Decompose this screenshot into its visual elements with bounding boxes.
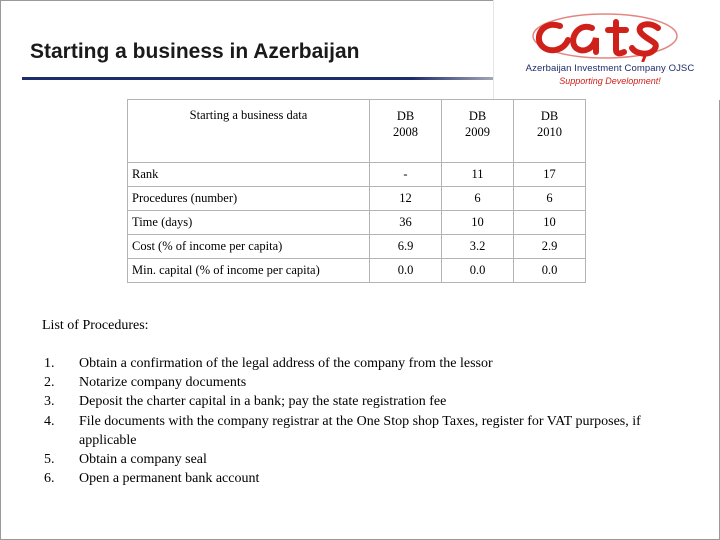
row-label: Cost (% of income per capita) [128, 235, 370, 259]
logo-divider [493, 0, 494, 100]
cell-value: 0.0 [514, 259, 586, 283]
table-row [128, 187, 586, 211]
list-item-text: Deposit the charter capital in a bank; pay the state registration fee [79, 394, 447, 410]
row-label: Time (days) [128, 211, 370, 235]
list-item [44, 450, 684, 469]
cell-value: 6 [442, 187, 514, 211]
row-label: Procedures (number) [128, 187, 370, 211]
list-item-text: Open a permanent bank account [79, 471, 260, 487]
list-item [44, 354, 684, 373]
list-number: 4. [44, 413, 55, 429]
list-item-text: File documents with the company registrar at the One Stop shop Taxes, register for VAT purposes, if applicable [79, 413, 641, 448]
table-row [128, 211, 586, 235]
list-item [44, 373, 684, 392]
title-underline [22, 77, 522, 80]
logo-company-name: Azerbaijan Investment Company OJSC [525, 63, 695, 74]
list-number: 1. [44, 356, 55, 371]
list-item-text: Obtain a company seal [79, 452, 207, 468]
list-number: 5. [44, 452, 55, 468]
list-item-text: Notarize company documents [79, 375, 247, 391]
table-row [128, 235, 586, 259]
row-label: Min. capital (% of income per capita) [128, 259, 370, 283]
cell-value: 3.2 [442, 235, 514, 259]
company-logo-mark-icon [530, 12, 680, 62]
cell-value: 12 [370, 187, 442, 211]
cell-value: 17 [514, 163, 586, 187]
cell-value: 0.0 [442, 259, 514, 283]
table-header-label: Starting a business data [128, 100, 370, 163]
table-row [128, 259, 586, 283]
column-header: DB 2010 [514, 100, 586, 163]
column-header: DB 2008 [370, 100, 442, 163]
row-label: Rank [128, 163, 370, 187]
cell-value: 10 [442, 211, 514, 235]
list-item [44, 392, 684, 411]
cell-value: 0.0 [370, 259, 442, 283]
company-logo [493, 0, 720, 100]
cell-value: 6.9 [370, 235, 442, 259]
logo-tagline: Supporting Development! [559, 76, 661, 86]
list-item [44, 412, 684, 450]
list-number: 6. [44, 471, 55, 487]
cell-value: - [370, 163, 442, 187]
table-row [128, 163, 586, 187]
cell-value: 10 [514, 211, 586, 235]
table-header-row [128, 100, 586, 163]
procedures-list [44, 354, 684, 488]
list-item [44, 469, 684, 488]
business-data-table [127, 99, 586, 283]
page-title: Starting a business in Azerbaijan [30, 40, 360, 63]
column-header: DB 2009 [442, 100, 514, 163]
cell-value: 2.9 [514, 235, 586, 259]
list-number: 3. [44, 394, 55, 410]
cell-value: 11 [442, 163, 514, 187]
procedures-heading: List of Procedures: [42, 318, 149, 333]
list-item-text: Obtain a confirmation of the legal address of the company from the lessor [79, 356, 493, 371]
list-number: 2. [44, 375, 55, 391]
cell-value: 36 [370, 211, 442, 235]
cell-value: 6 [514, 187, 586, 211]
